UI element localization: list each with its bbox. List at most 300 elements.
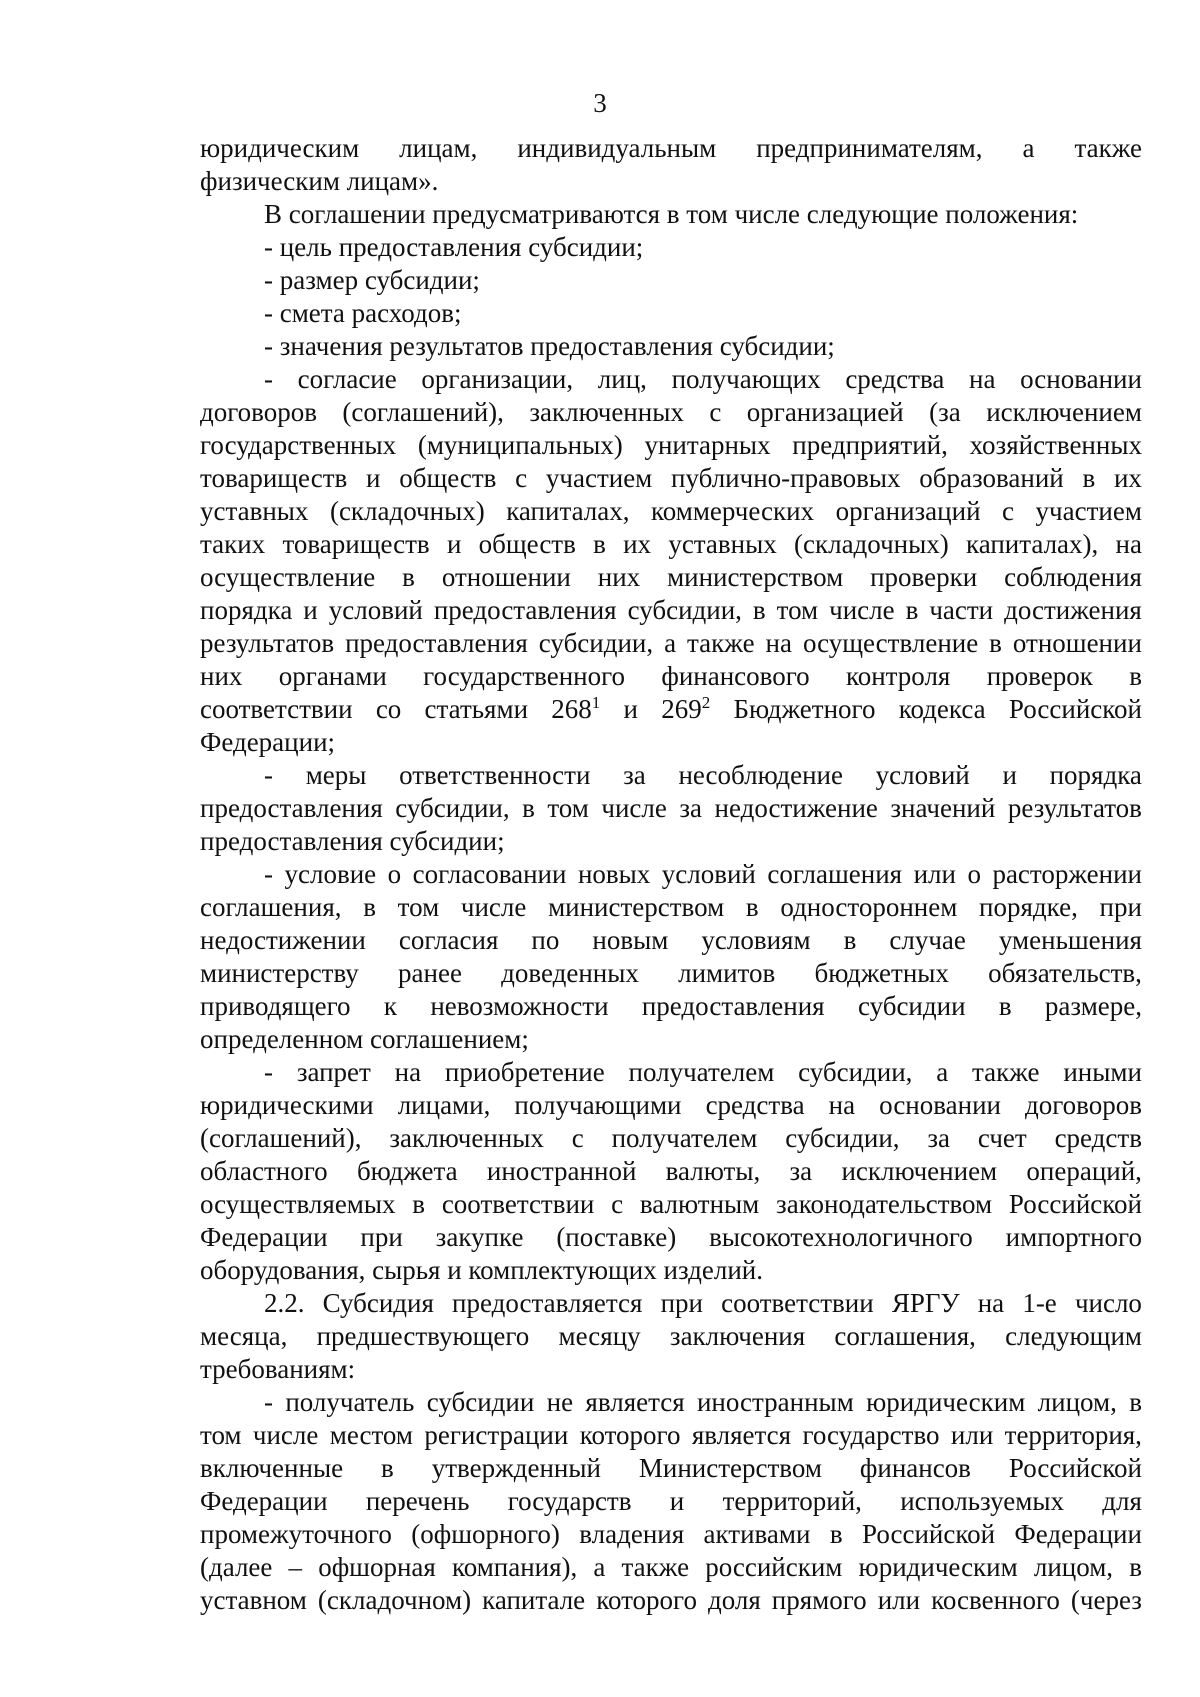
word: исключением [841, 1156, 998, 1186]
word: уставных [668, 529, 777, 559]
word: субсидии, [538, 628, 654, 658]
word: доля [707, 1585, 761, 1615]
word: условий [328, 595, 423, 625]
word: валютным [639, 1189, 760, 1219]
word: государственного [423, 661, 626, 691]
word: юридическим [858, 1552, 1018, 1582]
word: (соглашений), [200, 1123, 362, 1153]
page-number: 3 [593, 88, 607, 118]
word: включенные [200, 1453, 344, 1483]
word: в [843, 925, 857, 955]
word: месяца, [200, 1321, 288, 1351]
word: получателем [628, 1057, 775, 1087]
word: в [745, 892, 759, 922]
word: том [547, 793, 589, 823]
word: косвенного [931, 1585, 1060, 1615]
word: порядка [1049, 760, 1142, 790]
word: субсидии, [627, 595, 742, 625]
word: невозможности [430, 991, 609, 1021]
text-line [200, 1485, 1142, 1518]
word: обществ [478, 529, 576, 559]
word: соответствии [441, 1189, 595, 1219]
word: в [989, 628, 1002, 658]
text-line [200, 396, 1142, 429]
word: уставном [200, 1585, 307, 1615]
word: Федерации [1014, 1519, 1142, 1549]
word: организацией [746, 397, 904, 427]
text-line: оборудования, сырья и комплектующих изделий. [200, 1255, 763, 1285]
word: о [967, 859, 981, 889]
text-line [200, 957, 1142, 990]
text-line [200, 1221, 1142, 1254]
word: о [387, 859, 402, 889]
word: в [593, 529, 606, 559]
word: также [1074, 133, 1142, 163]
word: том [776, 595, 819, 625]
word: предпринимателям, [756, 133, 983, 163]
word: Министерством [638, 1453, 822, 1483]
word: при [1099, 892, 1142, 922]
text-line [200, 429, 1142, 462]
word: уменьшения [998, 925, 1142, 955]
word: или [950, 1420, 994, 1450]
text-line [200, 363, 1142, 396]
word: (офшорного) [411, 1519, 560, 1549]
word: в [522, 793, 535, 823]
word: на [977, 1288, 1005, 1318]
word: лиц, [597, 364, 647, 394]
word: лимитов [678, 958, 776, 988]
word: предоставления [433, 595, 617, 625]
word: порядка [200, 595, 293, 625]
word: получателем [611, 1123, 758, 1153]
word: лицами, [397, 1090, 491, 1120]
word: публично-правовых [671, 463, 901, 493]
word: части [929, 595, 994, 625]
word: российским [705, 1552, 843, 1582]
word: на [828, 1090, 856, 1120]
word: - [264, 364, 273, 394]
word: законодательством [776, 1189, 993, 1219]
word: министерством [548, 892, 725, 922]
word: числе [829, 595, 895, 625]
word: предшествующего [316, 1321, 530, 1351]
word: офшорная [318, 1552, 436, 1582]
word: утвержденный [431, 1453, 601, 1483]
word: юридическими [200, 1090, 374, 1120]
word: или [877, 1585, 921, 1615]
word: расторжении [992, 859, 1142, 889]
word: лицам, [399, 133, 478, 163]
word: министерством [667, 562, 844, 592]
word: ответственности [399, 760, 591, 790]
word: новым [592, 925, 669, 955]
text-line [200, 990, 1142, 1023]
word: и [1002, 760, 1017, 790]
word: местом [329, 1420, 413, 1450]
text-line [200, 1584, 1142, 1617]
word: государств [507, 1486, 632, 1516]
word: в [381, 1453, 394, 1483]
word: исключением [986, 397, 1142, 427]
text-line [200, 627, 1142, 660]
word: заключения [669, 1321, 806, 1351]
word: товариществ [200, 463, 348, 493]
word: обязательств, [988, 958, 1142, 988]
word: ранее [398, 958, 462, 988]
word: субсидии, [785, 1123, 900, 1153]
word: них [597, 562, 641, 592]
word: (далее [200, 1552, 273, 1582]
word: является [691, 1420, 792, 1450]
word: несоблюдение [678, 760, 843, 790]
word: Субсидия [322, 1288, 434, 1318]
text-line: - значения результатов предоставления субсидии; [264, 331, 835, 361]
word: лицом, [1037, 1387, 1117, 1417]
word: субсидии [426, 1387, 535, 1417]
word: средства [845, 364, 945, 394]
text-line [200, 1056, 1142, 1089]
word: используемых [900, 1486, 1064, 1516]
word: компания), [451, 1552, 578, 1582]
word: том [200, 1420, 242, 1450]
text-line: - размер субсидии; [264, 265, 480, 295]
word: недостижении [200, 925, 366, 955]
word: таких [200, 529, 266, 559]
word: порядке, [979, 892, 1078, 922]
word: в [1129, 1387, 1142, 1417]
word: за [789, 1156, 813, 1186]
word: счет [977, 1123, 1027, 1153]
word: основании [1020, 364, 1142, 394]
word: (складочном) [317, 1585, 472, 1615]
word: при [660, 1288, 703, 1318]
word: финансов [859, 1453, 971, 1483]
word: отношении [441, 562, 571, 592]
word: приобретение [444, 1057, 605, 1087]
word: закупке [435, 1222, 524, 1252]
word: Бюджетного [733, 694, 876, 724]
word: осуществление [200, 562, 376, 592]
text-line [200, 891, 1142, 924]
word: за [927, 1123, 951, 1153]
text-line [200, 1188, 1142, 1221]
word: - [264, 1387, 273, 1417]
text-line [200, 1122, 1142, 1155]
word: договоров [1025, 1090, 1142, 1120]
word: 1-е [1022, 1288, 1057, 1318]
text-line [200, 858, 1142, 891]
word: недостижение [714, 793, 878, 823]
word: товариществ [282, 529, 430, 559]
word: регистрации [424, 1420, 569, 1450]
word: субсидии [857, 991, 966, 1021]
word: иными [1063, 1057, 1142, 1087]
word: организации, [421, 364, 574, 394]
word: – [288, 1552, 303, 1582]
text-line [200, 693, 1142, 726]
word: соответствии [200, 694, 353, 724]
word: результатов [1007, 793, 1142, 823]
word: (муниципальных) [417, 430, 623, 460]
word: а [664, 628, 677, 658]
word: условий [661, 859, 756, 889]
text-line: Федерации; [200, 727, 336, 757]
text-line [200, 1155, 1142, 1188]
word: с [611, 1189, 624, 1219]
word: не [546, 1387, 574, 1417]
word: заключенных [389, 1123, 544, 1153]
word: одностороннем [780, 892, 958, 922]
word: приводящего [200, 991, 351, 1021]
text-line [200, 1518, 1142, 1551]
text-line [200, 1386, 1142, 1419]
word: их [1113, 463, 1142, 493]
word: кодекса [898, 694, 986, 724]
text-line [200, 1089, 1142, 1122]
word: а [936, 1057, 949, 1087]
word: в [1082, 463, 1096, 493]
text-line [200, 1419, 1142, 1452]
word: Российской [1008, 694, 1142, 724]
word: с [1002, 496, 1015, 526]
word: в [402, 562, 415, 592]
word: том [397, 892, 440, 922]
word: и [446, 529, 462, 559]
word: прямого [771, 1585, 867, 1615]
text-line [200, 1320, 1142, 1353]
word: министерству [200, 958, 359, 988]
word: случае [889, 925, 966, 955]
word: владения [579, 1519, 685, 1549]
word: заключенных [529, 397, 684, 427]
word: субсидии, [395, 793, 510, 823]
word: согласия [398, 925, 499, 955]
word: импортного [1005, 1222, 1142, 1252]
word: ЯРГУ [891, 1288, 960, 1318]
word: отношении [1012, 628, 1142, 658]
word: предоставления [345, 628, 528, 658]
word: с [709, 397, 722, 427]
word: условий [875, 760, 970, 790]
word: (за [929, 397, 961, 427]
word: осуществление [802, 628, 979, 658]
word: коммерческих [651, 496, 815, 526]
text-line: предоставления субсидии; [200, 826, 505, 856]
text-line [200, 759, 1142, 792]
word: числе [460, 892, 527, 922]
word: по [531, 925, 560, 955]
text-line: - смета расходов; [264, 298, 462, 328]
word: предоставления [200, 793, 383, 823]
word: в [998, 991, 1012, 1021]
word: унитарных [644, 430, 771, 460]
word: Российской [1008, 1453, 1142, 1483]
word: меры [305, 760, 367, 790]
text-line [200, 792, 1142, 825]
word: на [394, 1057, 422, 1087]
text-line [200, 462, 1142, 495]
word: на [765, 628, 792, 658]
word: проверок [986, 661, 1093, 691]
word: (соглашений), [342, 397, 504, 427]
word: органами [278, 661, 387, 691]
word: значений [890, 793, 996, 823]
word: территорий, [722, 1486, 862, 1516]
word: перечень [365, 1486, 470, 1516]
word: капиталах), [966, 529, 1099, 559]
text-line [200, 495, 1142, 528]
word: Российской [861, 1519, 996, 1549]
word: результатов [200, 628, 335, 658]
document-body [200, 132, 1142, 1617]
word: (складочных) [794, 529, 949, 559]
word: юридическим [866, 1387, 1026, 1417]
text-line [200, 660, 1142, 693]
text-line [200, 561, 1142, 594]
word: доведенных [501, 958, 639, 988]
word: Федерации [200, 1486, 328, 1516]
word: иностранным [696, 1387, 854, 1417]
text-line [200, 1551, 1142, 1584]
word: месяцу [558, 1321, 641, 1351]
text-line [200, 1287, 1142, 1320]
word: осуществляемых [200, 1189, 396, 1219]
text-line: В соглашении предусматриваются в том числе следующие положения: [264, 199, 1079, 229]
word: размере, [1044, 991, 1142, 1021]
text-line [200, 924, 1142, 957]
word: операций, [1026, 1156, 1142, 1186]
word: 2.2. [264, 1288, 305, 1318]
word: территория, [1004, 1420, 1142, 1450]
word: а [593, 1552, 606, 1582]
word: также [972, 1057, 1040, 1087]
word: $269^2$ [661, 693, 711, 724]
word: в [1129, 1552, 1142, 1582]
word: индивидуальным [517, 133, 717, 163]
word: статьями [424, 694, 529, 724]
word: государственных [200, 430, 397, 460]
word: их [623, 529, 652, 559]
word: в [752, 595, 766, 625]
text-line: требованиям: [200, 1354, 356, 1384]
word: них [200, 661, 243, 691]
word: соглашения, [200, 892, 342, 922]
word: - [264, 760, 273, 790]
word: согласовании [412, 859, 567, 889]
word: следующим [1005, 1321, 1142, 1351]
word: в [1129, 661, 1142, 691]
word: за [679, 793, 702, 823]
word: и [366, 463, 381, 493]
word: также [621, 1552, 690, 1582]
word: участием [545, 463, 653, 493]
word: проверки [870, 562, 978, 592]
word: уставных [200, 496, 309, 526]
word: Федерации [200, 1222, 328, 1252]
text-line [200, 1452, 1142, 1485]
word: число [1074, 1288, 1142, 1318]
word: бюджетных [814, 958, 949, 988]
word: (через [1070, 1585, 1142, 1615]
word: $268^1$ [551, 693, 601, 724]
word: запрет [296, 1057, 371, 1087]
word: а [1022, 133, 1035, 163]
word: на [969, 364, 996, 394]
word: (складочных) [329, 496, 485, 526]
text-line: определенном соглашением; [200, 1024, 529, 1054]
word: предприятий, [792, 430, 948, 460]
word: для [1102, 1486, 1142, 1516]
word: с [571, 1123, 584, 1153]
text-line: физическим лицам». [200, 166, 439, 196]
word: субсидии, [798, 1057, 913, 1087]
word: контроля [845, 661, 951, 691]
word: (поставке) [556, 1222, 677, 1252]
word: и [303, 595, 318, 625]
word: активами [703, 1519, 811, 1549]
text-line [200, 132, 1142, 165]
word: предоставления [641, 991, 825, 1021]
word: областного [200, 1156, 328, 1186]
word: промежуточного [200, 1519, 392, 1549]
word: юридическим [200, 133, 360, 163]
word: соглашения, [834, 1321, 976, 1351]
word: капиталах, [506, 496, 630, 526]
word: соответствии [721, 1288, 874, 1318]
word: получающими [514, 1090, 682, 1120]
word: капитале [482, 1585, 586, 1615]
word: с [515, 463, 528, 493]
word: в [363, 892, 376, 922]
word: согласие [297, 364, 397, 394]
word: организаций [835, 496, 981, 526]
word: участием [1035, 496, 1142, 526]
word: иностранной [486, 1156, 637, 1186]
word: числе [601, 793, 667, 823]
word: обществ [399, 463, 497, 493]
word: в [829, 1519, 843, 1549]
word: является [585, 1387, 685, 1417]
word: финансового [661, 661, 810, 691]
word: основании [879, 1090, 1001, 1120]
word: к [383, 991, 397, 1021]
word: в [412, 1189, 426, 1219]
word: лицом, [1033, 1552, 1114, 1582]
word: за [623, 760, 646, 790]
word: соблюдения [1004, 562, 1142, 592]
word: образований [919, 463, 1064, 493]
word: и [623, 694, 638, 724]
word: хозяйственных [969, 430, 1142, 460]
text-line [200, 528, 1142, 561]
word: новых [577, 859, 651, 889]
word: также [687, 628, 755, 658]
word: со [375, 694, 402, 724]
word: соглашения [767, 859, 903, 889]
word: числе [252, 1420, 319, 1450]
word: - [264, 859, 273, 889]
text-line [200, 594, 1142, 627]
word: при [360, 1222, 403, 1252]
word: достижения [1004, 595, 1142, 625]
word: получающих [671, 364, 821, 394]
word: получатель [285, 1387, 415, 1417]
word: средств [1054, 1123, 1142, 1153]
word: и [669, 1486, 685, 1516]
word: которого [579, 1420, 681, 1450]
word: условие [284, 859, 377, 889]
